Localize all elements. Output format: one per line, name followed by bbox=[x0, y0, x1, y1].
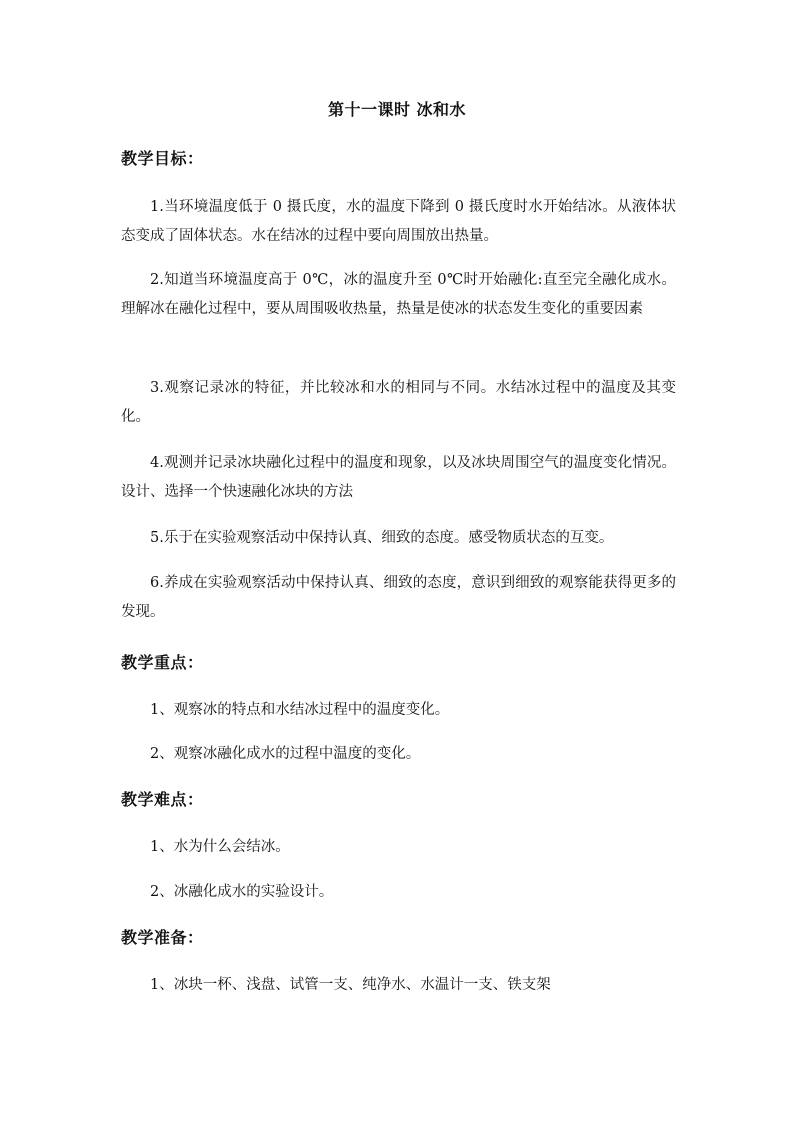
difficulties-heading: 教学难点： bbox=[121, 790, 204, 809]
preparation-heading: 教学准备： bbox=[121, 928, 204, 947]
objective-paragraph-4: 4.观测并记录冰块融化过程中的温度和现象，以及冰块周围空气的温度变化情况。设计、选择一个快速融化冰块的方法 bbox=[121, 455, 676, 500]
objectives-heading: 教学目标： bbox=[121, 149, 204, 168]
preparation-item-1: 1、冰块一杯、浅盘、试管一支、纯净水、水温计一支、铁支架 bbox=[150, 977, 551, 993]
objective-paragraph-5: 5.乐于在实验观察活动中保持认真、细致的态度。感受物质状态的互变。 bbox=[150, 530, 614, 546]
objective-paragraph-1: 1.当环境温度低于 0 摄氏度，水的温度下降到 0 摄氏度时水开始结冰。从液体状态变成了固体状态。水在结冰的过程中要向周围放出热量。 bbox=[121, 199, 676, 244]
difficulty-item-1: 1、水为什么会结冰。 bbox=[150, 839, 290, 855]
objective-paragraph-2: 2.知道当环境温度高于 0℃，冰的温度升至 0℃时开始融化:直至完全融化成水。理解冰在融化过程中，要从周围吸收热量，热量是使冰的状态发生变化的重要因素 bbox=[121, 272, 676, 317]
key-points-heading: 教学重点： bbox=[121, 653, 204, 672]
key-point-item-2: 2、观察冰融化成水的过程中温度的变化。 bbox=[150, 746, 421, 762]
document-title: 第十一课时 冰和水 bbox=[327, 100, 467, 119]
key-point-item-1: 1、观察冰的特点和水结冰过程中的温度变化。 bbox=[150, 702, 450, 718]
objective-paragraph-6: 6.养成在实验观察活动中保持认真、细致的态度，意识到细致的观察能获得更多的发现。 bbox=[121, 575, 676, 620]
difficulty-item-2: 2、冰融化成水的实验设计。 bbox=[150, 884, 334, 900]
objective-paragraph-3: 3.观察记录冰的特征，并比较冰和水的相同与不同。水结冰过程中的温度及其变化。 bbox=[121, 380, 676, 425]
